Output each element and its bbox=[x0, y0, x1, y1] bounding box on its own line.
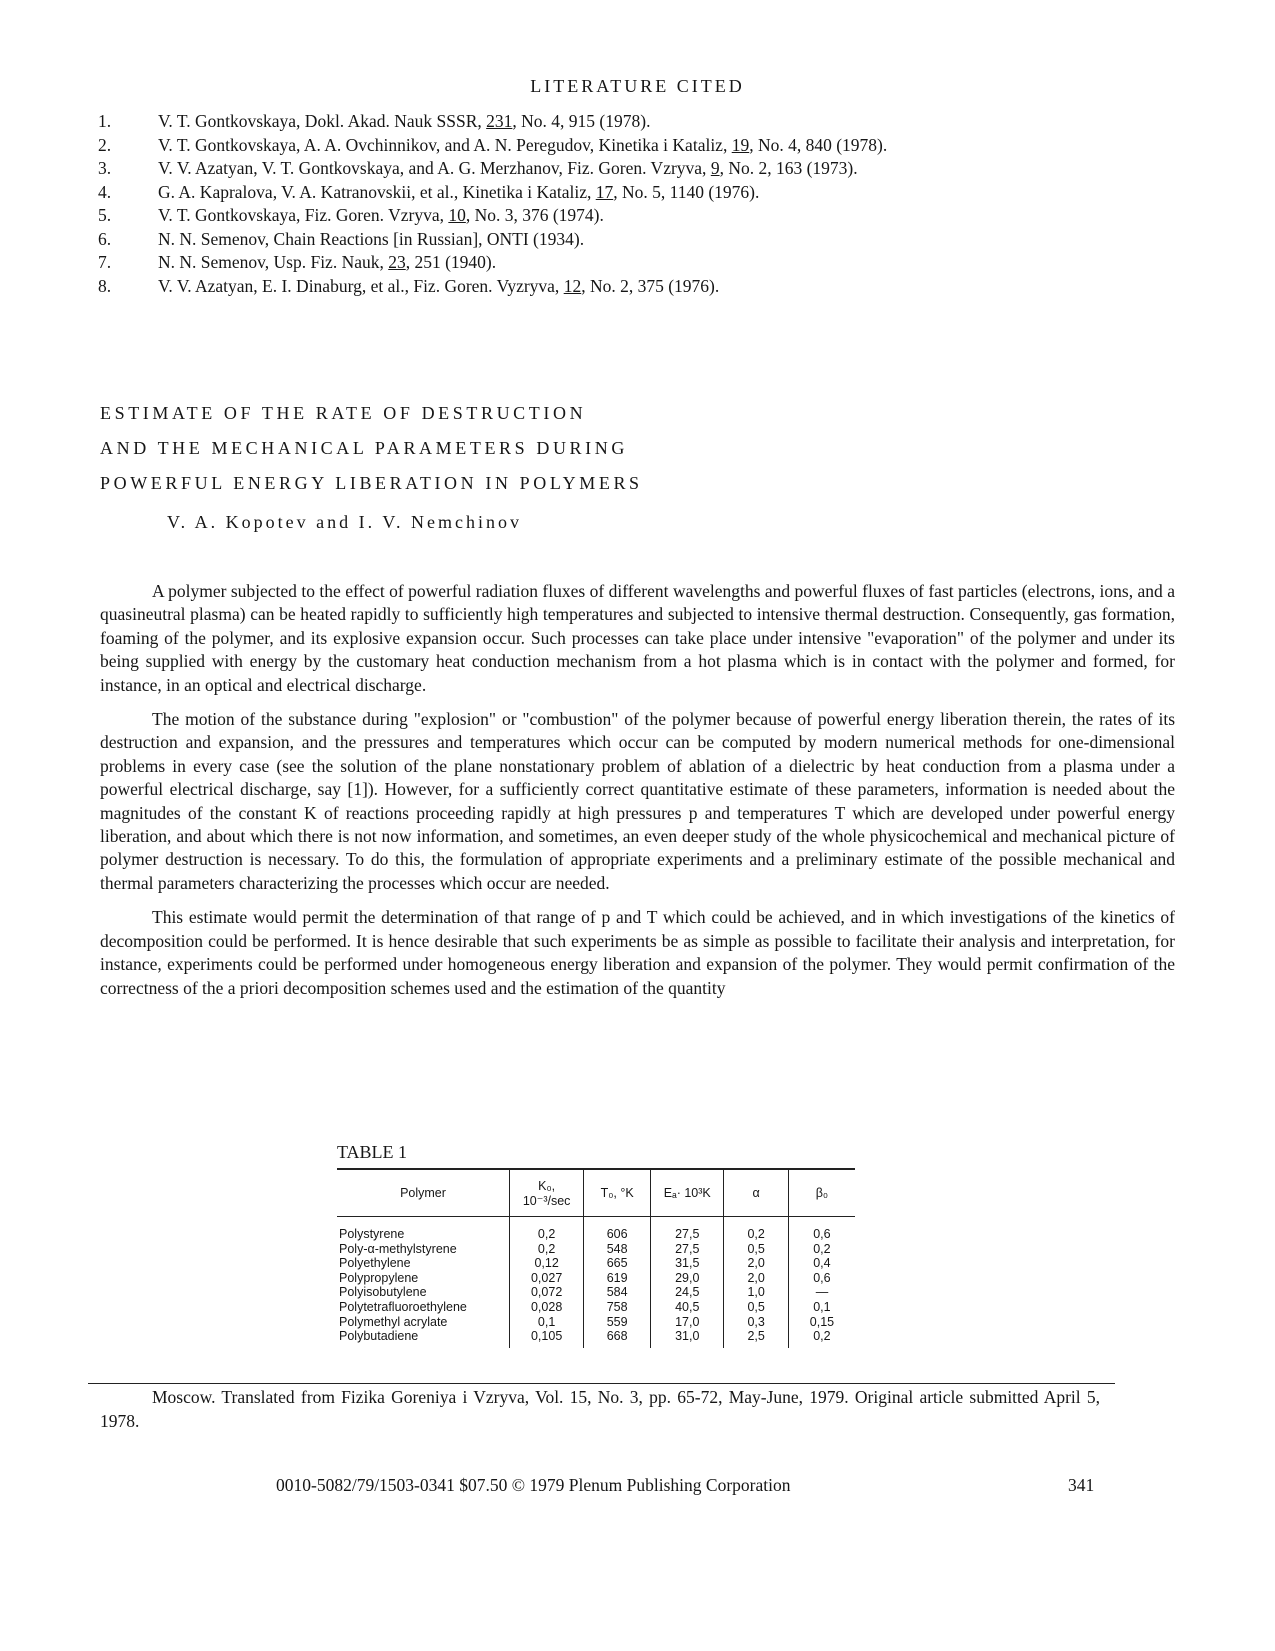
table-row: Polyisobutylene 0,072 584 24,5 1,0 — bbox=[339, 1285, 829, 1300]
header-alpha: α bbox=[724, 1169, 788, 1217]
article-authors: V. A. Kopotev and I. V. Nemchinov bbox=[167, 512, 522, 532]
header-polymer: Polymer bbox=[337, 1169, 510, 1217]
reference-list bbox=[98, 110, 1178, 298]
header-ea: Eₐ· 10³K bbox=[651, 1169, 724, 1217]
table-row: Polybutadiene 0,105 668 31,0 2,5 0,2 bbox=[337, 1329, 855, 1348]
polymer-parameters-table bbox=[337, 1168, 855, 1348]
reference-item: 1. V. T. Gontkovskaya, Dokl. Akad. Nauk SSSR, 231, No. 4, 915 (1978). bbox=[98, 111, 651, 131]
literature-cited-heading: LITERATURE CITED bbox=[530, 76, 745, 96]
footnote-divider bbox=[88, 1383, 1115, 1384]
header-t0: T₀, °K bbox=[584, 1169, 651, 1217]
footnote: Moscow. Translated from Fizika Goreniya i Vzryva, Vol. 15, No. 3, pp. 65-72, May-June, 1979. Original article submitted April 5, 1978. bbox=[100, 1387, 1100, 1431]
table-caption: TABLE 1 bbox=[337, 1142, 408, 1162]
reference-item: 3. V. V. Azatyan, V. T. Gontkovskaya, and A. G. Merzhanov, Fiz. Goren. Vzryva, 9, No. 2, 163 (1973). bbox=[98, 158, 858, 178]
article-body bbox=[100, 580, 1175, 1011]
reference-item: 2. V. T. Gontkovskaya, A. A. Ovchinnikov, and A. N. Peregudov, Kinetika i Kataliz, 19, No. 4, 840 (1978). bbox=[98, 134, 888, 155]
header-beta: β₀ bbox=[788, 1169, 855, 1217]
reference-item: 5. V. T. Gontkovskaya, Fiz. Goren. Vzryva, 10, No. 3, 376 (1974). bbox=[98, 205, 604, 225]
reference-item: 7. N. N. Semenov, Usp. Fiz. Nauk, 23, 251 (1940). bbox=[98, 252, 497, 272]
table-row: Polymethyl acrylate 0,1 559 17,0 0,3 0,15 bbox=[339, 1314, 835, 1329]
table-row: Poly-α-methylstyrene 0,2 548 27,5 0,5 0,2 bbox=[339, 1241, 831, 1256]
table-row: Polyethylene 0,12 665 31,5 2,0 0,4 bbox=[339, 1256, 831, 1271]
publisher-footer: 0010-5082/79/1503-0341 $07.50 © 1979 Plenum Publishing Corporation bbox=[276, 1475, 791, 1495]
body-paragraph: This estimate would permit the determination of that range of p and T which could be achieved, and in which investigations of the kinetics of decomposition could be performed. It is hence desirable that such experiments be as simple as possible to facilitate their analysis and interpretation, for instance, experiments could be performed under homogeneous energy liberation and expansion of the polymer. They would permit confirmation of the correctness of the a priori decomposition schemes used and the estimation of the quantity bbox=[100, 907, 1175, 998]
reference-item: 6. N. N. Semenov, Chain Reactions [in Russian], ONTI (1934). bbox=[98, 228, 585, 249]
body-paragraph: The motion of the substance during "explosion" or "combustion" of the polymer because of powerful energy liberation therein, the rates of its destruction and expansion, and the pressures and temperatures which occur can be computed by modern numerical methods for one-dimensional problems in every case (see the solution of the plane nonstationary problem of ablation of a dielectric by heat conduction from a plasma under a powerful electrical discharge, say [1]). However, for a sufficiently correct quantitative estimate of these parameters, information is needed about the magnitudes of the constant K of reactions proceeding rapidly at high pressures p and temperatures T which are developed under powerful energy liberation, and about which there is not now information, and sometimes, an even deeper study of the whole physicochemical and mechanical picture of polymer destruction is necessary. To do this, the formulation of appropriate experiments and a preliminary estimate of the possible mechanical and thermal parameters characterizing the processes which occur are needed. bbox=[100, 709, 1175, 893]
article-title: ESTIMATE OF THE RATE OF DESTRUCTION AND THE MECHANICAL PARAMETERS DURING POWERFUL ENERGY LIBERATION IN POLYMERS bbox=[100, 403, 643, 493]
reference-item: 8. V. V. Azatyan, E. I. Dinaburg, et al., Fiz. Goren. Vyzryva, 12, No. 2, 375 (1976). bbox=[98, 275, 720, 296]
header-k0: K₀, 10⁻³/sec bbox=[510, 1169, 584, 1217]
table-row: Polypropylene 0,027 619 29,0 2,0 0,6 bbox=[339, 1270, 831, 1285]
table-row: Polytetrafluoroethylene 0,028 758 40,5 0,5 0,1 bbox=[339, 1299, 831, 1314]
body-paragraph: A polymer subjected to the effect of powerful radiation fluxes of different wavelengths and powerful fluxes of fast particles (electrons, ions, and a quasineutral plasma) can be heated rapidly to sufficiently high temperatures and subjected to intensive thermal destruction. Consequently, gas formation, foaming of the polymer, and its explosive expansion occur. Such processes can take place under intensive "evaporation" of the polymer and under its being supplied with energy by the customary heat conduction mechanism from a hot plasma which is in contact with the polymer and formed, for instance, in an optical and electrical discharge. bbox=[100, 581, 1175, 695]
table-header-row bbox=[337, 1169, 855, 1217]
reference-item: 4. G. A. Kapralova, V. A. Katranovskii, et al., Kinetika i Kataliz, 17, No. 5, 1140 (1976). bbox=[98, 181, 760, 202]
page-number: 341 bbox=[1068, 1475, 1095, 1495]
table-row: Polystyrene 0,2 606 27,5 0,2 0,6 bbox=[337, 1217, 855, 1242]
